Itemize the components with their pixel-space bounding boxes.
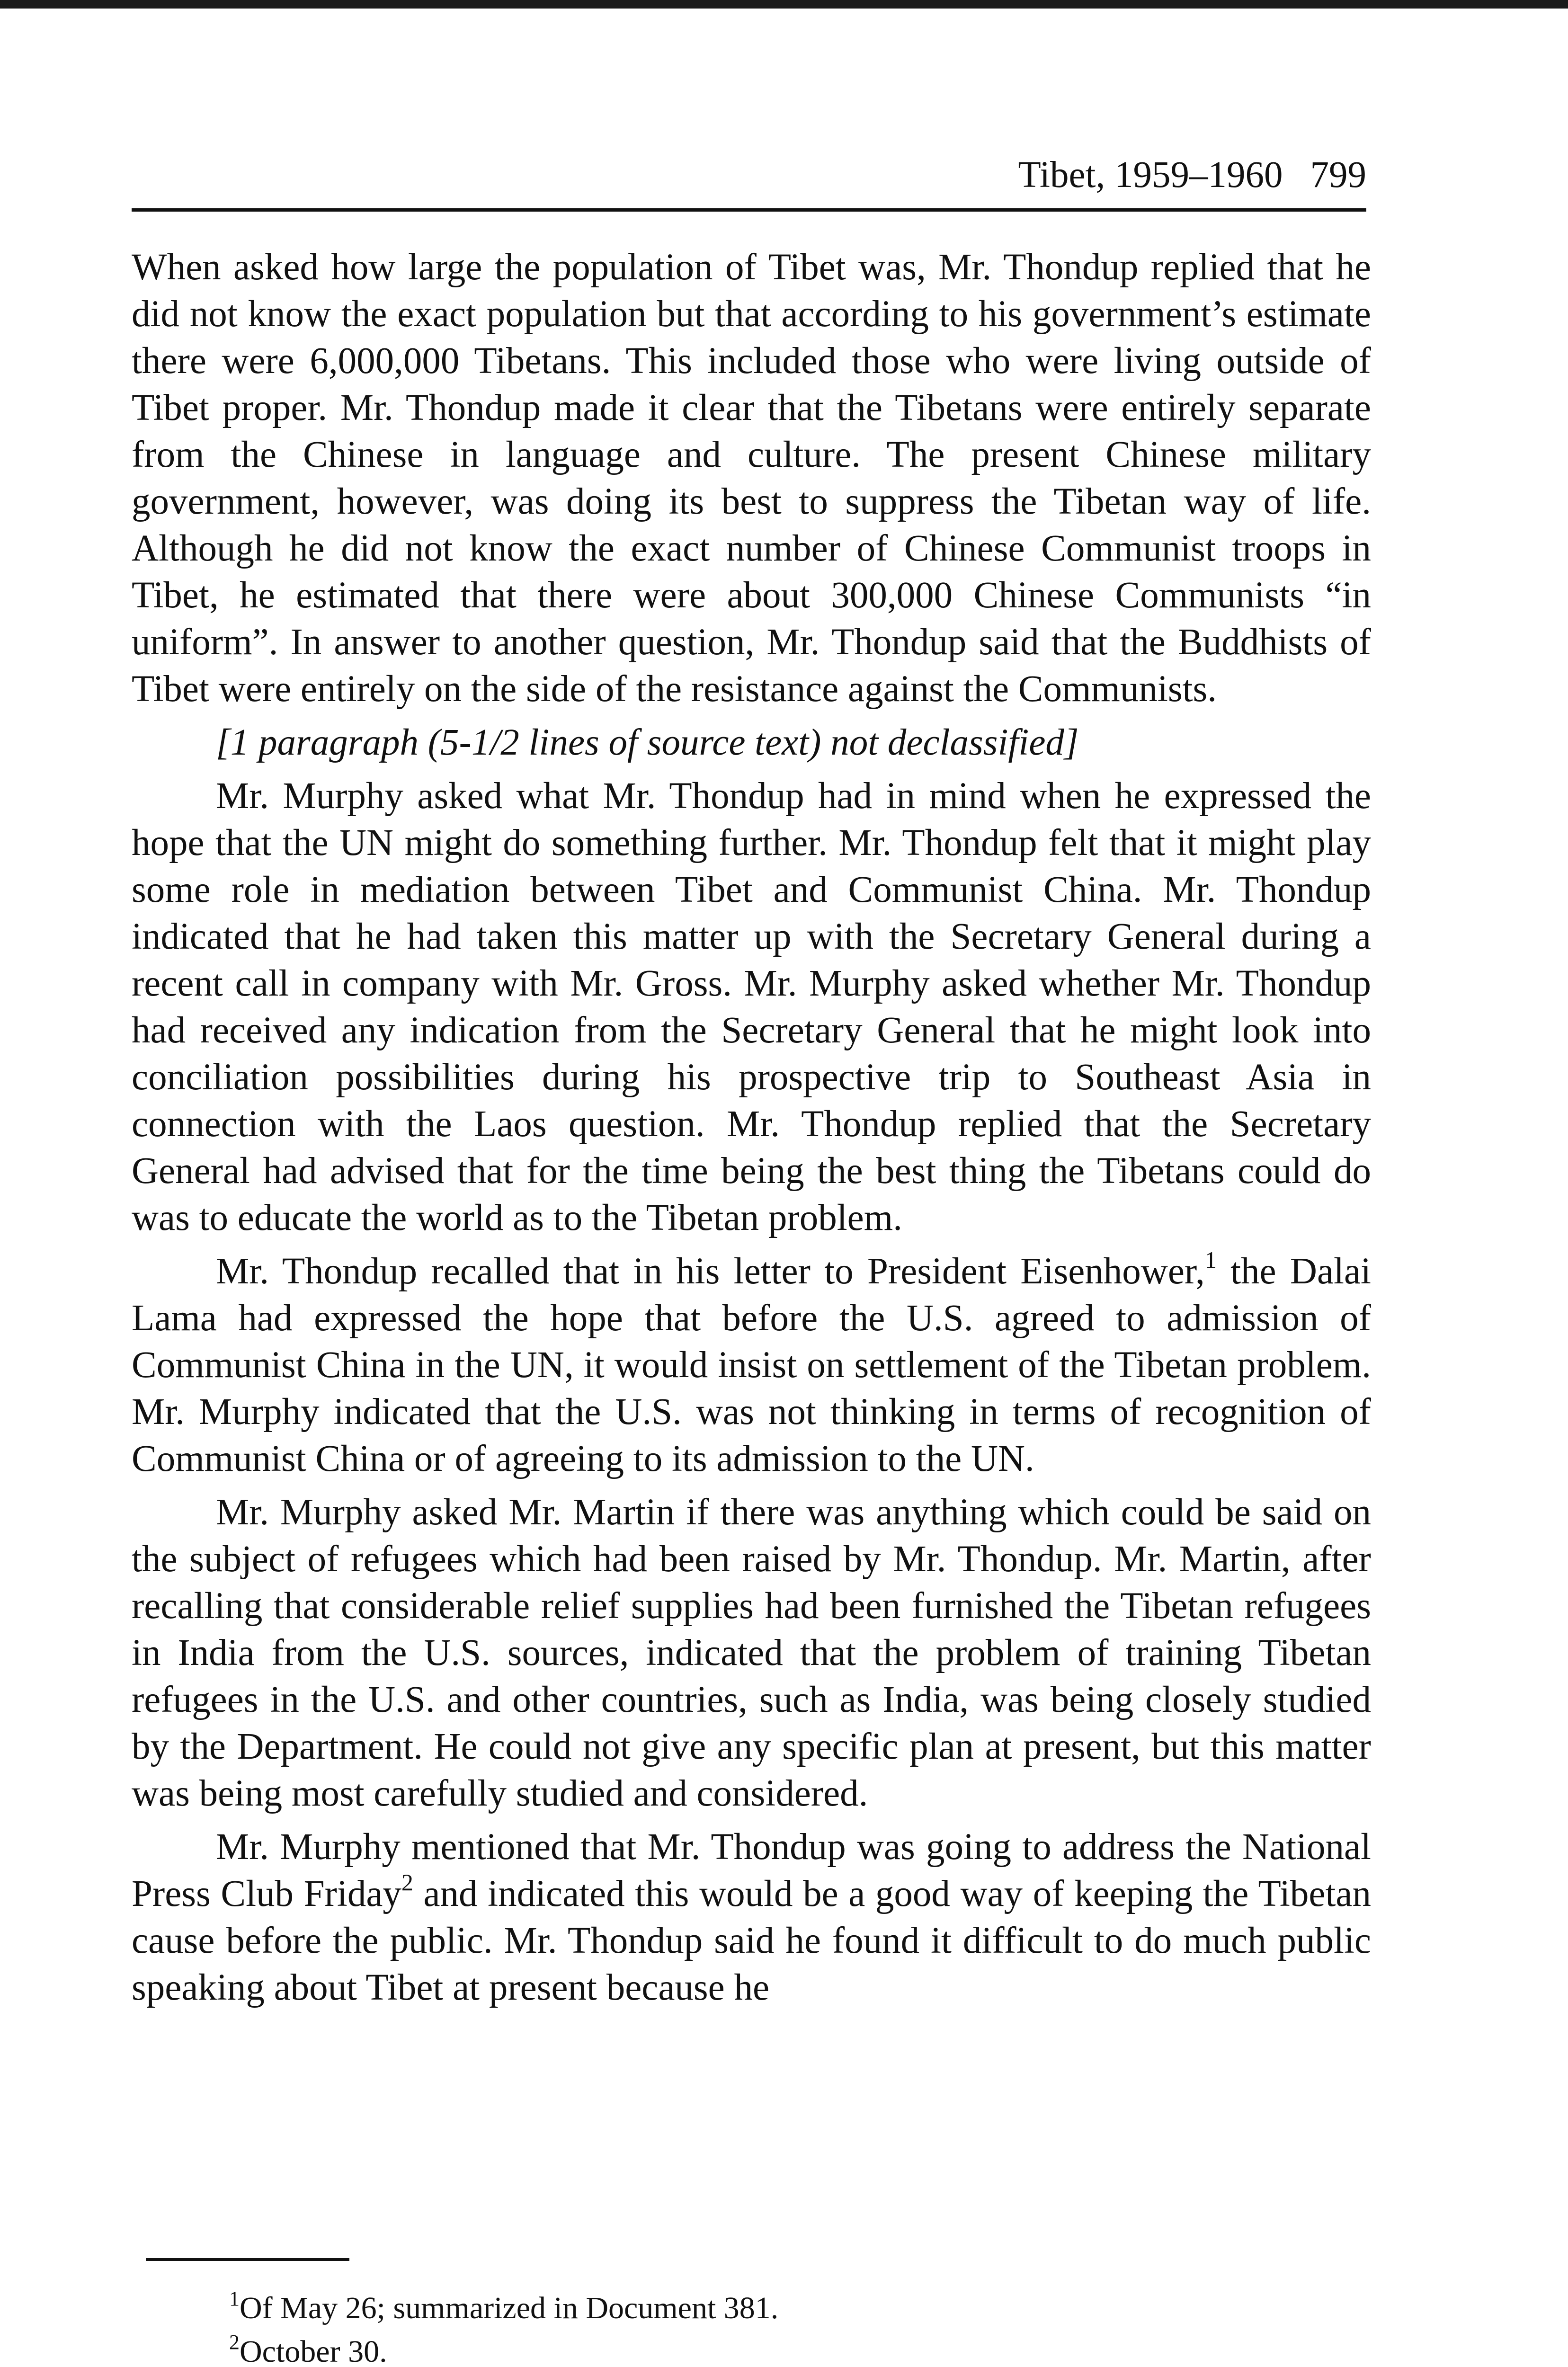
page-number: 799: [1310, 154, 1366, 196]
scan-edge: [0, 0, 1568, 9]
paragraph-text: Mr. Murphy mentioned that Mr. Thondup was going to address the National Press Club Friday: [132, 1826, 1371, 1914]
footnote-2: [229, 2330, 778, 2367]
footnote-marker: 1: [229, 2287, 240, 2310]
footnotes: [229, 2287, 778, 2367]
document-body: [132, 244, 1371, 2011]
paragraph-press-club: [132, 1824, 1371, 2011]
footnote-ref-2: 2: [401, 1869, 413, 1895]
paragraph-population: When asked how large the population of Tibet was, Mr. Thondup replied that he did not know the exact population but that according to his government’s estimate there were 6,000,000 Tibetans. This included those who were living outside of Tibet proper. Mr. Thondup made it clear that the Tibetans were entirely separate from the Chinese in language and culture. The present Chinese military government, however, was doing its best to suppress the Tibetan way of life. Although he did not know the exact number of Chinese Communist troops in Tibet, he estimated that there were about 300,000 Chinese Communists “in uniform”. In answer to another question, Mr. Thondup said that the Buddhists of Tibet were entirely on the side of the resistance against the Communists.: [132, 247, 1371, 710]
running-title: Tibet, 1959–1960: [1018, 154, 1283, 196]
footnote-text: Of May 26; summarized in Document 381.: [240, 2291, 779, 2325]
paragraph-un-mediation: Mr. Murphy asked what Mr. Thondup had in mind when he expressed the hope that the UN might do something further. Mr. Thondup felt that it might play some role in mediation between Tibet and Communist China. Mr. Thondup indicated that he had taken this matter up with the Secretary General during a recent call in company with Mr. Gross. Mr. Murphy asked whether Mr. Thondup had received any indication from the Secretary General that he might look into conciliation possibilities during his prospective trip to Southeast Asia in connection with the Laos question. Mr. Thondup replied that the Secretary General had advised that for the time being the best thing the Tibetans could do was to educate the world as to the Tibetan problem.: [132, 775, 1371, 1238]
running-header: [1018, 151, 1366, 199]
paragraph-text: and indicated this would be a good way of keeping the Tibetan cause before the public. Mr. Thondup said he found it difficult to do much public speaking about Tibet at present because he: [132, 1873, 1371, 2008]
header-rule: [132, 208, 1366, 212]
paragraph-refugees: Mr. Murphy asked Mr. Martin if there was anything which could be said on the subject of refugees which had been raised by Mr. Thondup. Mr. Martin, after recalling that considerable relief supplies had been furnished the Tibetan refugees in India from the U.S. sources, indicated that the problem of training Tibetan refugees in the U.S. and other countries, such as India, was being closely studied by the Department. He could not give any specific plan at present, but this matter was being most carefully studied and considered.: [132, 1492, 1371, 1814]
footnote-ref-1: 1: [1204, 1246, 1217, 1273]
footnote-text: October 30.: [240, 2334, 387, 2367]
footnote-1: [229, 2287, 778, 2330]
not-declassified-note: [1 paragraph (5-1/2 lines of source text) not declassified]: [216, 722, 1079, 763]
footnote-rule: [146, 2258, 349, 2261]
paragraph-text: the Dalai Lama had expressed the hope that before the U.S. agreed to admission of Communist China in the UN, it would insist on settlement of the Tibetan problem. Mr. Murphy indicated that the U.S. was not thinking in terms of recognition of Communist China or of agreeing to its admission to the UN.: [132, 1251, 1372, 1479]
paragraph-eisenhower-letter: [132, 1248, 1371, 1482]
footnote-marker: 2: [229, 2331, 240, 2354]
paragraph-text: Mr. Thondup recalled that in his letter to President Eisenhower,: [216, 1251, 1205, 1292]
